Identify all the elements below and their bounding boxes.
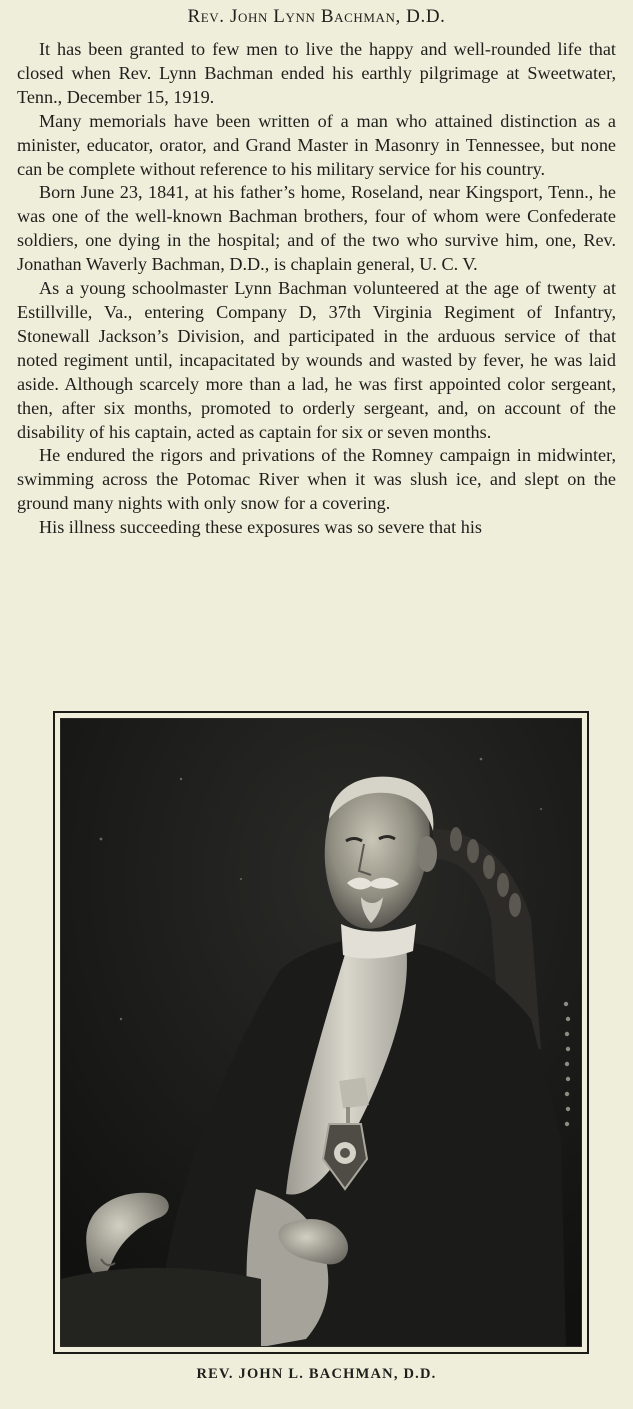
paragraph-1: It has been granted to few men to live the happy and well-rounded life that closed when Rev. Lynn Bachman ended his earthly pilgrimage at Sweetwater, Tenn., December 15, 1919. <box>17 39 616 107</box>
article-title: Rev. John Lynn Bachman, D.D. <box>187 6 446 27</box>
chair-arm <box>61 1268 261 1347</box>
portrait-frame <box>53 711 589 1354</box>
portrait-illustration <box>61 719 582 1347</box>
paragraph-6: His illness succeeding these exposures was so severe that his <box>39 517 482 538</box>
paragraph-3: Born June 23, 1841, at his father’s home, Roseland, near Kingsport, Tenn., he was one of the well-known Bachman brothers, four of whom were Confederate soldiers, one dying in the hospital; and of the two who survive him, one, Rev. Jonathan Waverly Bachman, D.D., is chaplain general, U. C. V. <box>17 182 616 275</box>
article-body <box>17 38 616 540</box>
portrait-caption: REV. JOHN L. BACHMAN, D.D. <box>196 1366 437 1382</box>
portrait-photo <box>60 718 582 1347</box>
paragraph-2: Many memorials have been written of a man who attained distinction as a minister, educator, orator, and Grand Master in Masonry in Tennessee, but none can be complete without reference to his military service for his country. <box>17 110 616 179</box>
paragraph-4: As a young schoolmaster Lynn Bachman volunteered at the age of twenty at Estillville, Va., entering Company D, 37th Virginia Regiment of Infantry, Stonewall Jackson’s Division, and participated in the arduous service of that noted regiment until, incapacitated by wounds and wasted by fever, he was laid aside. Although scarcely more than a lad, he was first appointed color sergeant, then, after six months, promoted to orderly sergeant, and, on account of the disability of his captain, acted as captain for six or seven months. <box>17 278 616 442</box>
paragraph-5: He endured the rigors and privations of the Romney campaign in midwinter, swimming across the Potomac River when it was slush ice, and slept on the ground many nights with only snow for a covering. <box>17 445 616 514</box>
